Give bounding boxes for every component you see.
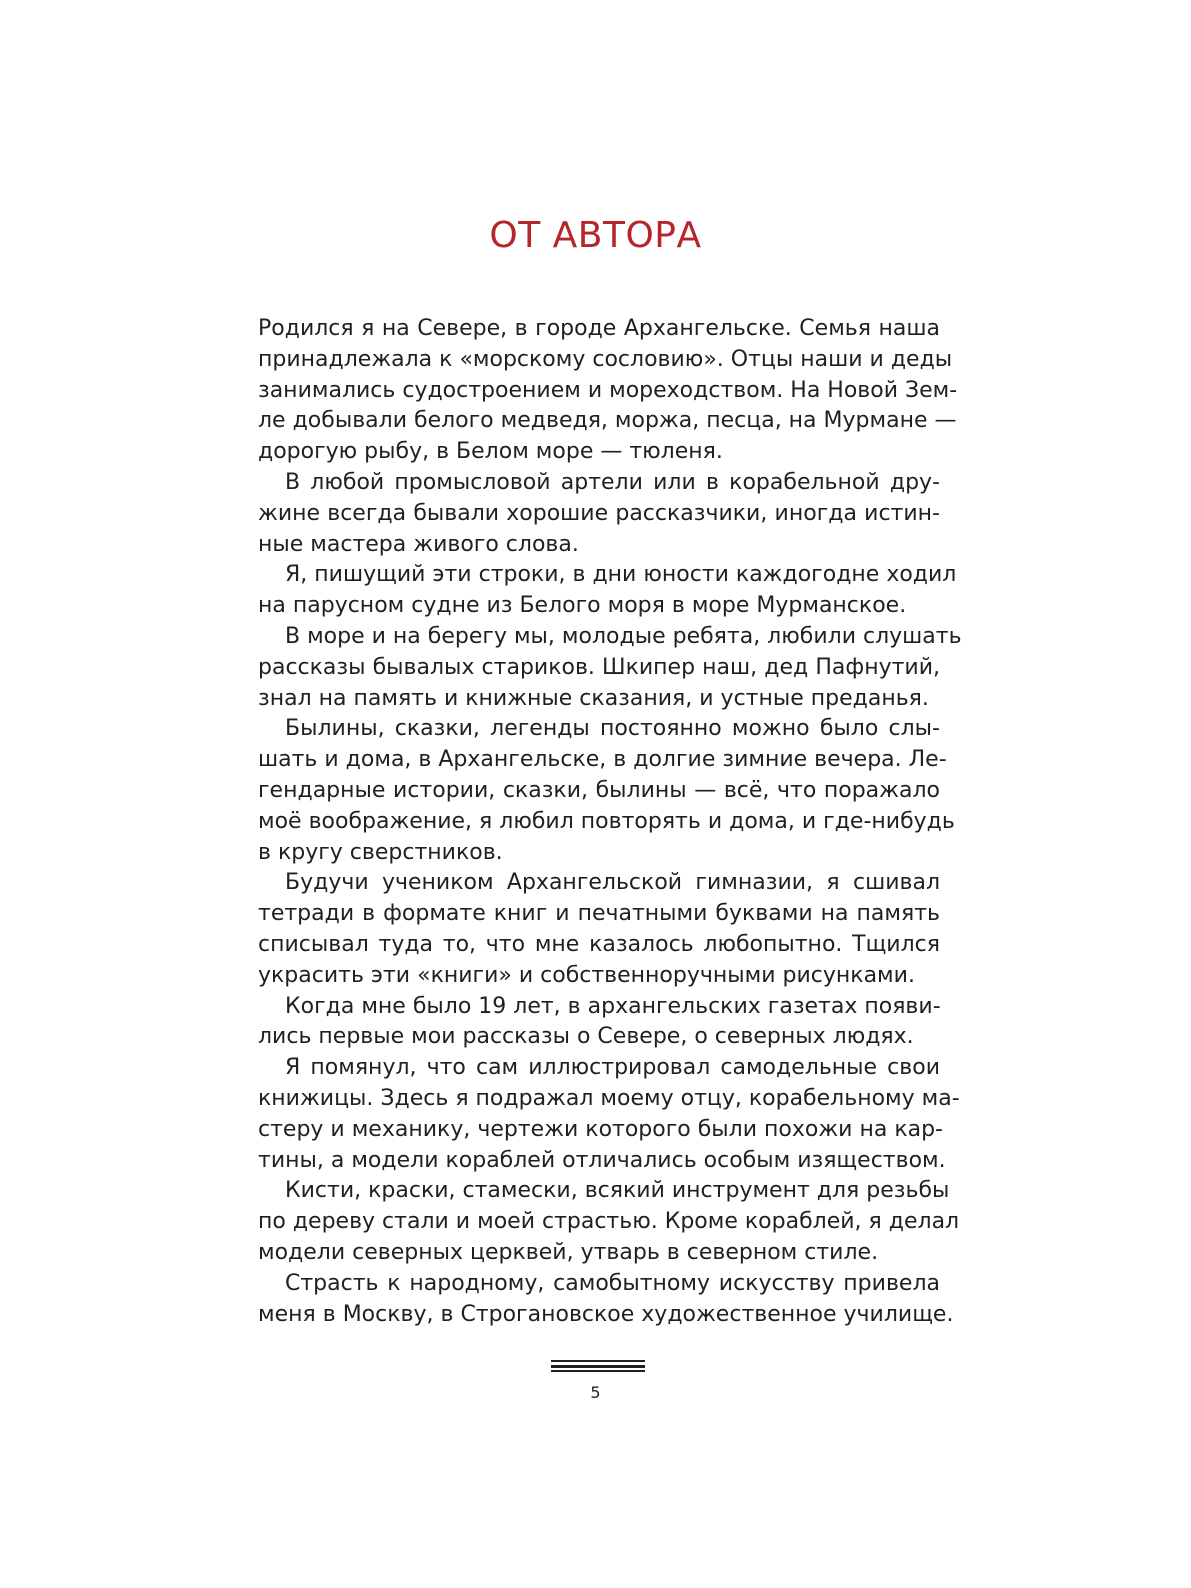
text-line: дорогую рыбу, в Белом море — тюленя.: [258, 439, 723, 465]
ornament-line-top: [551, 1360, 645, 1362]
text-line: В море и на берегу мы, молодые ребята, любили слушать: [285, 623, 962, 649]
paragraph: [258, 714, 955, 868]
ornament-line-middle: [551, 1365, 645, 1368]
text-line: В любой промысловой артели или в корабельной дру-: [285, 469, 940, 495]
text-line: принадлежала к «морскому сословию». Отцы наши и деды: [258, 346, 953, 372]
text-line: тетради в формате книг и печатными буквами на память: [258, 901, 940, 927]
text-line: моё воображение, я любил повторять и дома, и где-нибудь: [258, 808, 955, 834]
page-title: ОТ АВТОРА: [489, 215, 702, 256]
paragraph: [258, 992, 940, 1054]
text-line: Я помянул, что сам иллюстрировал самодельные свои: [285, 1055, 940, 1081]
text-line: списывал туда то, что мне казалось любопытно. Тщился: [258, 931, 940, 957]
text-line: украсить эти «книги» и собственноручными рисунками.: [258, 962, 915, 988]
paragraph: [258, 622, 962, 714]
text-line: знал на память и книжные сказания, и устные преданья.: [258, 685, 929, 711]
paragraph: [258, 468, 940, 560]
ornament-rule: [551, 1360, 645, 1372]
text-line: ле добывали белого медведя, моржа, песца, на Мурмане —: [258, 408, 957, 434]
text-line: Будучи учеником Архангельской гимназии, я сшивал: [285, 870, 940, 896]
page-number: 5: [590, 1383, 601, 1402]
text-line: гендарные истории, сказки, былины — всё, что поражало: [258, 777, 940, 803]
text-line: лись первые мои рассказы о Севере, о северных людях.: [258, 1024, 914, 1050]
text-line: тины, а модели кораблей отличались особым изяществом.: [258, 1147, 946, 1173]
text-line: Кисти, краски, стамески, всякий инструмент для резьбы: [285, 1178, 950, 1204]
paragraph: [258, 1176, 960, 1268]
text-line: по дереву стали и моей страстью. Кроме кораблей, я делал: [258, 1209, 960, 1235]
text-line: меня в Москву, в Строгановское художественное училище.: [258, 1301, 954, 1327]
text-line: модели северных церквей, утварь в северном стиле.: [258, 1239, 879, 1265]
text-line: Родился я на Севере, в городе Архангельске. Семья наша: [258, 316, 940, 341]
text-line: занимались судостроением и мореходством. На Новой Зем-: [258, 377, 958, 403]
paragraph: [258, 1269, 954, 1331]
text-line: жине всегда бывали хорошие рассказчики, иногда истин-: [258, 500, 940, 526]
paragraph: [258, 314, 958, 468]
text-line: Когда мне было 19 лет, в архангельских газетах появи-: [285, 993, 941, 1019]
paragraph: [258, 1053, 960, 1176]
text-line: рассказы бывалых стариков. Шкипер наш, дед Пафнутий,: [258, 654, 940, 680]
text-line: на парусном судне из Белого моря в море Мурманское.: [258, 593, 907, 619]
text-line: в кругу сверстников.: [258, 839, 503, 865]
paragraph: [258, 560, 957, 622]
text-line: книжицы. Здесь я подражал моему отцу, корабельному ма-: [258, 1085, 960, 1111]
body-text: [258, 314, 962, 1330]
text-line: ные мастера живого слова.: [258, 531, 579, 557]
text-line: шать и дома, в Архангельске, в долгие зимние вечера. Ле-: [258, 747, 947, 773]
text-line: Я, пишущий эти строки, в дни юности каждогодне ходил: [285, 562, 957, 588]
text-line: стеру и механику, чертежи которого были похожи на кар-: [258, 1116, 943, 1142]
paragraph: [258, 868, 940, 991]
text-line: Страсть к народному, самобытному искусству привела: [285, 1270, 940, 1296]
text-line: Былины, сказки, легенды постоянно можно было слы-: [285, 716, 940, 742]
ornament-line-bottom: [551, 1370, 645, 1372]
